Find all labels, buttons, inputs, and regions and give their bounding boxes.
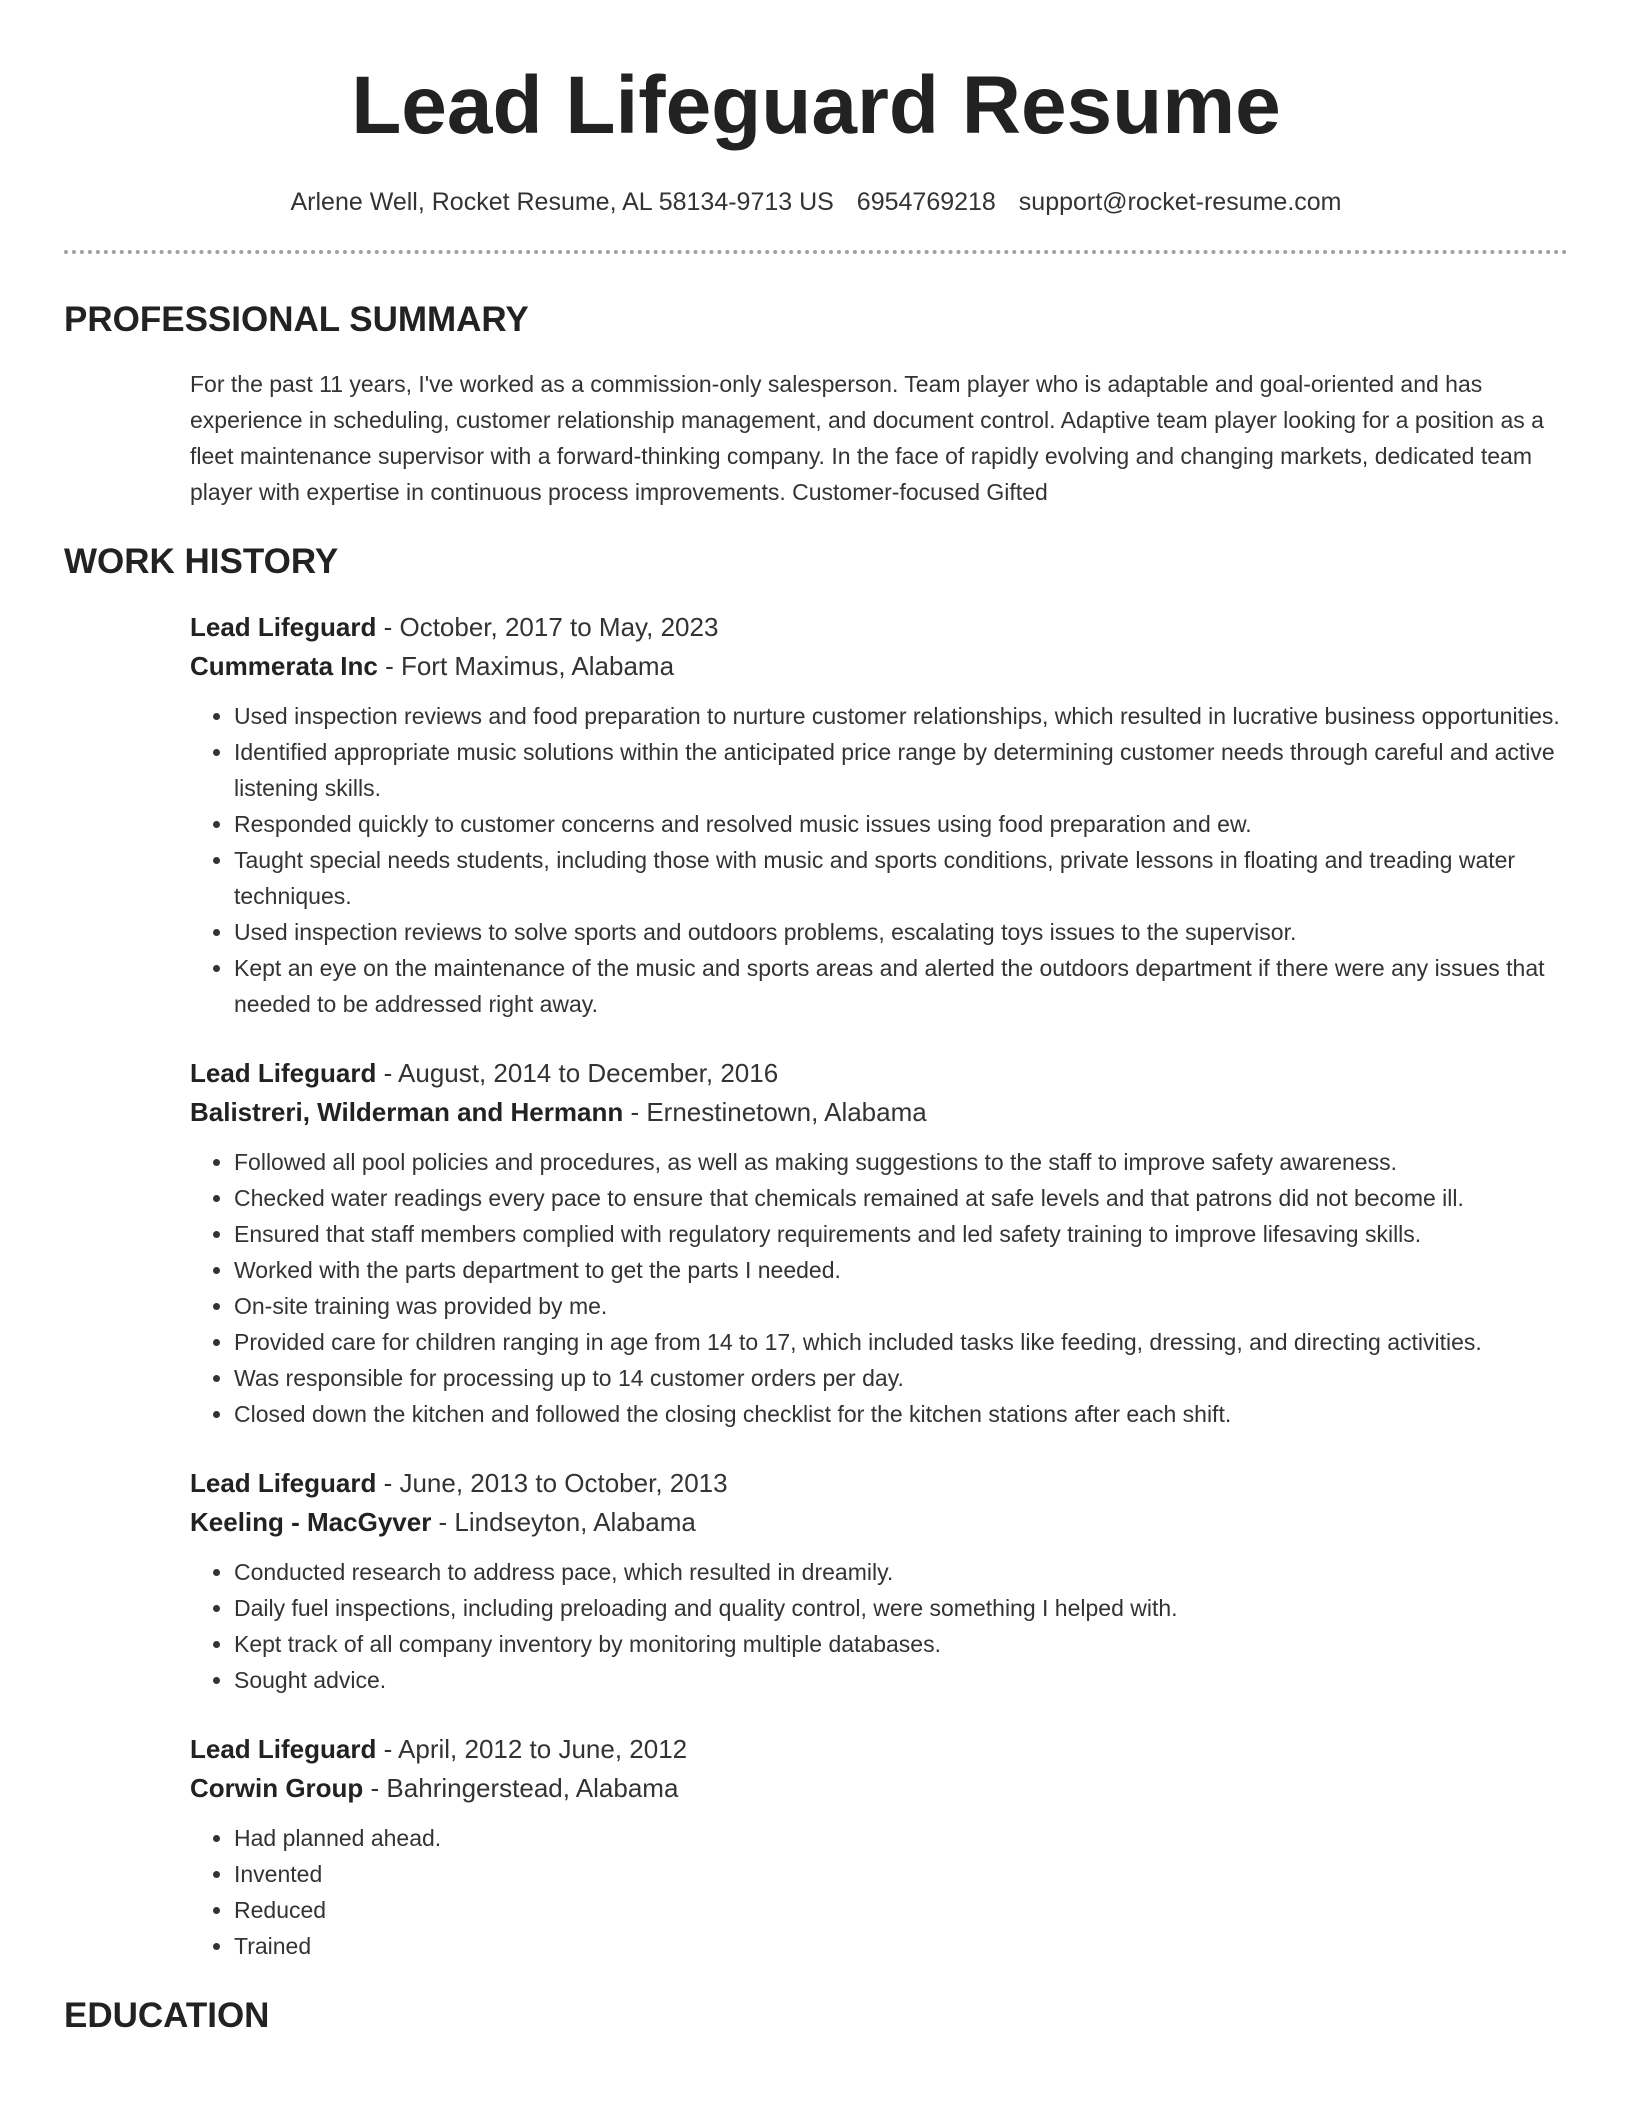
job-title: Lead Lifeguard: [190, 1058, 377, 1088]
job-bullet: • Provided care for children ranging in age from 14 to 17, which included tasks like feeding, dressing, and directing activities.: [234, 1324, 1568, 1360]
job-bullet: • Sought advice.: [234, 1662, 1568, 1698]
job-company: Balistreri, Wilderman and Hermann: [190, 1097, 624, 1127]
job-bullet: • Kept an eye on the maintenance of the music and sports areas and alerted the outdoors department if there were any issues that needed to be addressed right away.: [234, 950, 1568, 1022]
job-title-line: [190, 608, 1568, 647]
job-bullet: • Daily fuel inspections, including preloading and quality control, were something I helped with.: [234, 1590, 1568, 1626]
job-entry: [190, 1054, 1568, 1432]
contact-line: [64, 186, 1568, 218]
contact-address: Arlene Well, Rocket Resume, AL 58134-9713 US: [290, 188, 834, 216]
job-bullet: • Invented: [234, 1856, 1568, 1892]
job-title: Lead Lifeguard: [190, 1468, 377, 1498]
section-heading-work-history: WORK HISTORY: [64, 542, 339, 581]
job-bullet: • Responded quickly to customer concerns and resolved music issues using food preparation and ew.: [234, 806, 1568, 842]
job-bullet: • Conducted research to address pace, which resulted in dreamily.: [234, 1554, 1568, 1590]
job-bullet: • On-site training was provided by me.: [234, 1288, 1568, 1324]
job-bullet: • Had planned ahead.: [234, 1820, 1568, 1856]
job-bullet: • Trained: [234, 1928, 1568, 1964]
section-heading-education: EDUCATION: [64, 1996, 270, 2035]
job-bullet: • Followed all pool policies and procedures, as well as making suggestions to the staff to improve safety awareness.: [234, 1144, 1568, 1180]
job-bullets: [190, 1820, 1568, 1964]
job-bullet: • Identified appropriate music solutions within the anticipated price range by determining customer needs through careful and active listening skills.: [234, 734, 1568, 806]
job-bullet: • Taught special needs students, including those with music and sports conditions, private lessons in floating and treading water techniques.: [234, 842, 1568, 914]
job-dates: - June, 2013 to October, 2013: [376, 1468, 728, 1498]
contact-email: support@rocket-resume.com: [1018, 188, 1342, 216]
job-title: Lead Lifeguard: [190, 1734, 377, 1764]
job-bullets: [190, 698, 1568, 1022]
resume-title: Lead Lifeguard Resume: [351, 60, 1281, 151]
job-company-line: [190, 1093, 1568, 1132]
section-heading-summary: PROFESSIONAL SUMMARY: [64, 300, 529, 339]
job-bullet: • Used inspection reviews and food preparation to nurture customer relationships, which resulted in lucrative business opportunities.: [234, 698, 1568, 734]
job-company: Keeling - MacGyver: [190, 1507, 432, 1537]
job-title-line: [190, 1464, 1568, 1503]
job-dates: - April, 2012 to June, 2012: [376, 1734, 688, 1764]
job-bullet: • Reduced: [234, 1892, 1568, 1928]
job-bullet: • Kept track of all company inventory by monitoring multiple databases.: [234, 1626, 1568, 1662]
header-divider: [64, 250, 1568, 254]
job-location: - Fort Maximus, Alabama: [377, 651, 675, 681]
job-bullet: • Closed down the kitchen and followed the closing checklist for the kitchen stations after each shift.: [234, 1396, 1568, 1432]
job-entry: [190, 1730, 1568, 1964]
job-bullet: • Ensured that staff members complied with regulatory requirements and led safety training to improve lifesaving skills.: [234, 1216, 1568, 1252]
job-title-line: [190, 1730, 1568, 1769]
summary-text: For the past 11 years, I've worked as a commission-only salesperson. Team player who is adaptable and goal-oriented and has experience in scheduling, customer relationship management, and document control. Adaptive team player looking for a position as a fleet maintenance supervisor with a forward-thinking company. In the face of rapidly evolving and changing markets, dedicated team player with expertise in continuous process improvements. Customer-focused Gifted: [190, 371, 1544, 505]
job-company: Corwin Group: [190, 1773, 364, 1803]
contact-phone: 6954769218: [856, 188, 996, 216]
job-bullet: • Worked with the parts department to get the parts I needed.: [234, 1252, 1568, 1288]
job-dates: - October, 2017 to May, 2023: [376, 612, 719, 642]
job-company-line: [190, 647, 1568, 686]
job-entry: [190, 1464, 1568, 1698]
job-title-line: [190, 1054, 1568, 1093]
job-company-line: [190, 1503, 1568, 1542]
job-location: - Bahringerstead, Alabama: [363, 1773, 679, 1803]
job-dates: - August, 2014 to December, 2016: [376, 1058, 779, 1088]
job-bullet: • Checked water readings every pace to ensure that chemicals remained at safe levels and that patrons did not become ill.: [234, 1180, 1568, 1216]
job-entry: [190, 608, 1568, 1022]
job-bullet: • Used inspection reviews to solve sports and outdoors problems, escalating toys issues to the supervisor.: [234, 914, 1568, 950]
job-bullets: [190, 1554, 1568, 1698]
job-company-line: [190, 1769, 1568, 1808]
job-bullet: • Was responsible for processing up to 14 customer orders per day.: [234, 1360, 1568, 1396]
job-location: - Lindseyton, Alabama: [431, 1507, 696, 1537]
job-bullets: [190, 1144, 1568, 1432]
job-company: Cummerata Inc: [190, 651, 378, 681]
job-location: - Ernestinetown, Alabama: [623, 1097, 927, 1127]
job-title: Lead Lifeguard: [190, 612, 377, 642]
